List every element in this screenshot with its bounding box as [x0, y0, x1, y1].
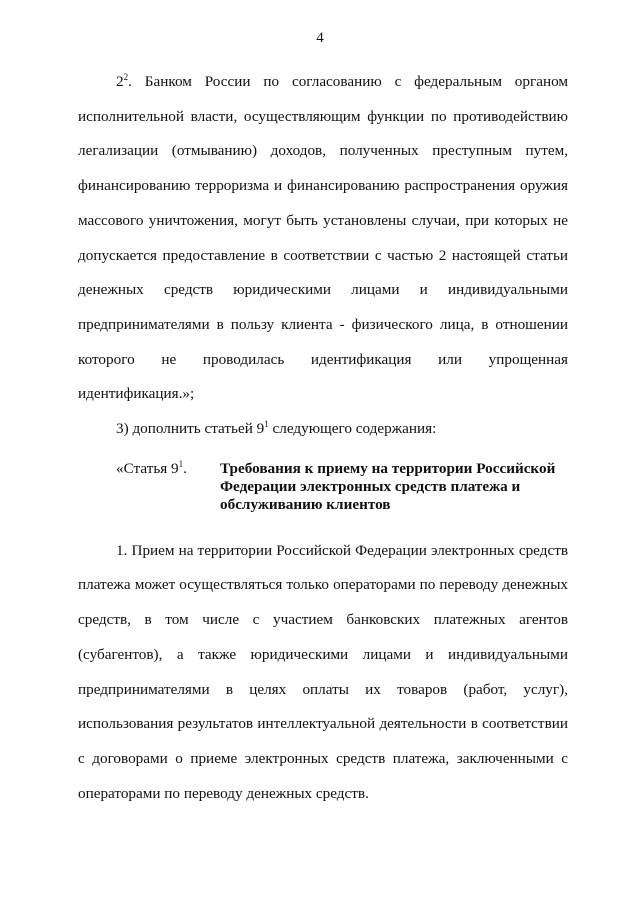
page-number: 4 — [316, 30, 324, 46]
paragraph-text: . Банком России по согласованию с федеральным органом исполнительной власти, осуществляющим функции по противодействию легализации (отмыванию) доходов, полученных преступным путем, финансированию терроризма и финансированию распространения оружия массового уничтожения, могут быть установлены случаи, при которых не допускается предоставление в соответствии с частью 2 настоящей статьи денежных средств юридическими лицами и индивидуальными предпринимателями в пользу клиента - физического лица, в отношении которого не проводилась идентификация или упрощенная идентификация.»; — [78, 73, 568, 403]
article-heading — [78, 460, 568, 514]
superscript: 1 — [264, 419, 269, 430]
paragraph-2-2 — [78, 65, 568, 412]
amendment-text-start: 3) дополнить статьей 9 — [116, 420, 265, 438]
paragraph-article-1: 1. Прием на территории Российской Федерации электронных средств платежа может осуществляться только операторами по переводу денежных средств, в том числе с участием банковских платежных агентов (субагентов), а также юридическими лицами и индивидуальными предпринимателями в целях оплаты их товаров (работ, услуг), использования результатов интеллектуальной деятельности в соответствии с договорами о приеме электронных средств платежа, заключенными с операторами по переводу денежных средств. — [78, 541, 568, 802]
paragraph-number: 2 — [116, 73, 124, 90]
amendment-text-end: следующего содержания: — [268, 420, 437, 438]
superscript: 2 — [123, 72, 129, 82]
article-title: Требования к приему на территории Российской Федерации электронных средств платежа и обслуживанию клиентов — [220, 459, 556, 513]
superscript: 1 — [178, 458, 184, 469]
document-body — [78, 65, 568, 811]
paragraph-amendment-3 — [78, 412, 568, 447]
article-label: «Статья $9^1$. — [116, 458, 187, 477]
